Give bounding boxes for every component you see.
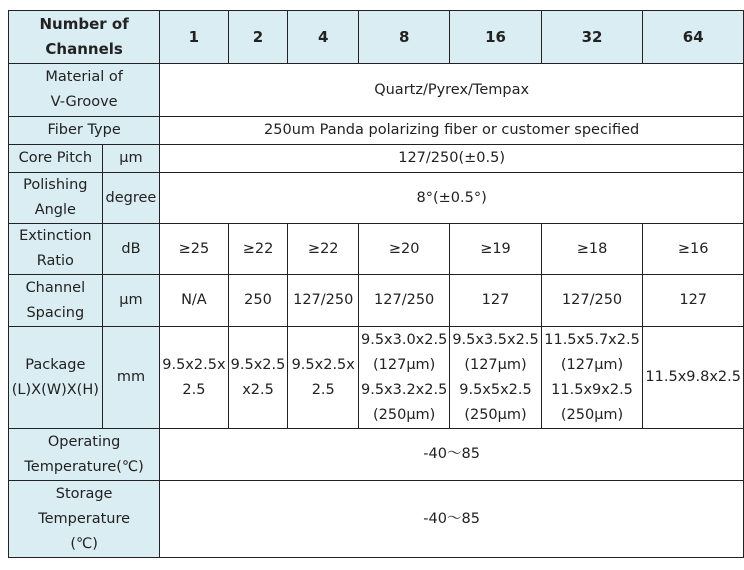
channel-spacing-cell: N/A bbox=[160, 275, 228, 327]
package-line: 11.5x5.7x2.5 bbox=[544, 331, 640, 348]
channel-spacing-cell: 127/250 bbox=[358, 275, 449, 327]
package-line: 11.5x9.8x2.5 bbox=[645, 369, 741, 385]
label-extinction-ratio-line-1: Extinction bbox=[19, 228, 92, 244]
row-extinction-ratio bbox=[9, 224, 744, 275]
package-line: (127μm) bbox=[372, 356, 436, 373]
label-material bbox=[9, 64, 160, 117]
label-operating-temperature bbox=[9, 429, 160, 481]
package-line: 9.5x5x2.5 bbox=[459, 381, 532, 398]
header-number-of-channels bbox=[9, 11, 160, 64]
extinction-ratio-cell: ≥20 bbox=[358, 224, 449, 275]
row-fiber-type bbox=[9, 117, 744, 145]
label-channel-spacing-line-2: Spacing bbox=[26, 304, 85, 321]
package-cell bbox=[643, 327, 744, 429]
extinction-ratio-cell: ≥22 bbox=[288, 224, 359, 275]
package-line: 11.5x9x2.5 bbox=[551, 381, 633, 398]
value-operating-temperature: -40～85 bbox=[160, 429, 744, 481]
label-operating-temperature-line-2: Temperature(℃) bbox=[24, 458, 144, 475]
package-cell bbox=[160, 327, 228, 429]
extinction-ratio-cell: ≥19 bbox=[450, 224, 541, 275]
package-line: 9.5x2.5x bbox=[291, 356, 355, 373]
unit-polishing-angle: degree bbox=[102, 173, 160, 224]
channel-spacing-cell: 127 bbox=[643, 275, 744, 327]
channel-spacing-cell: 127 bbox=[450, 275, 541, 327]
extinction-ratio-cell: ≥25 bbox=[160, 224, 228, 275]
header-channel-32: 32 bbox=[541, 11, 643, 64]
label-storage-temperature bbox=[9, 481, 160, 558]
value-core-pitch: 127/250(±0.5) bbox=[160, 145, 744, 173]
package-line: x2.5 bbox=[242, 381, 274, 398]
label-polishing-angle bbox=[9, 173, 103, 224]
header-channel-16: 16 bbox=[450, 11, 541, 64]
package-cell bbox=[450, 327, 541, 429]
label-core-pitch: Core Pitch bbox=[9, 145, 103, 173]
header-channel-8: 8 bbox=[358, 11, 449, 64]
package-cell bbox=[358, 327, 449, 429]
extinction-ratio-cell: ≥22 bbox=[228, 224, 288, 275]
header-row bbox=[9, 11, 744, 64]
label-material-line-2: V-Groove bbox=[50, 94, 118, 110]
header-number-of-channels-line-1: Number of bbox=[39, 15, 129, 33]
spec-table bbox=[8, 10, 744, 558]
row-channel-spacing bbox=[9, 275, 744, 327]
extinction-ratio-cell: ≥18 bbox=[541, 224, 643, 275]
package-line: 9.5x3.0x2.5 bbox=[360, 331, 448, 348]
value-fiber-type: 250um Panda polarizing fiber or customer specified bbox=[160, 117, 744, 145]
row-polishing-angle bbox=[9, 173, 744, 224]
extinction-ratio-cell: ≥16 bbox=[643, 224, 744, 275]
label-storage-temperature-line-2: Temperature bbox=[38, 510, 131, 527]
package-line: 9.5x2.5x bbox=[162, 356, 226, 373]
package-cell bbox=[228, 327, 288, 429]
channel-spacing-cell: 127/250 bbox=[288, 275, 359, 327]
package-line: 9.5x3.5x2.5 bbox=[452, 331, 539, 348]
label-package-line-1: Package bbox=[25, 356, 86, 373]
header-channel-64: 64 bbox=[643, 11, 744, 64]
package-line: (127μm) bbox=[464, 356, 527, 373]
label-package-line-2: (L)X(W)X(H) bbox=[11, 381, 99, 398]
row-package bbox=[9, 327, 744, 429]
package-cell bbox=[288, 327, 359, 429]
label-polishing-angle-line-2: Angle bbox=[34, 202, 76, 218]
value-material: Quartz/Pyrex/Tempax bbox=[160, 64, 744, 117]
label-extinction-ratio-line-2: Ratio bbox=[36, 253, 74, 269]
header-channel-2: 2 bbox=[228, 11, 288, 64]
package-line: (250μm) bbox=[560, 406, 624, 423]
label-polishing-angle-line-1: Polishing bbox=[23, 177, 88, 193]
value-storage-temperature: -40～85 bbox=[160, 481, 744, 558]
label-fiber-type: Fiber Type bbox=[9, 117, 160, 145]
unit-extinction-ratio: dB bbox=[102, 224, 160, 275]
unit-core-pitch: μm bbox=[102, 145, 160, 173]
row-operating-temperature bbox=[9, 429, 744, 481]
label-material-line-1: Material of bbox=[45, 69, 123, 85]
row-core-pitch bbox=[9, 145, 744, 173]
label-operating-temperature-line-1: Operating bbox=[47, 433, 121, 450]
package-line: (250μm) bbox=[464, 406, 527, 423]
row-storage-temperature bbox=[9, 481, 744, 558]
row-material bbox=[9, 64, 744, 117]
header-number-of-channels-line-2: Channels bbox=[45, 40, 123, 58]
unit-channel-spacing: μm bbox=[102, 275, 160, 327]
package-line: 9.5x2.5 bbox=[230, 356, 286, 373]
channel-spacing-cell: 250 bbox=[228, 275, 288, 327]
label-storage-temperature-line-3: (℃) bbox=[70, 535, 98, 552]
header-channel-1: 1 bbox=[160, 11, 228, 64]
label-package bbox=[9, 327, 103, 429]
label-channel-spacing-line-1: Channel bbox=[25, 279, 86, 296]
package-cell bbox=[541, 327, 643, 429]
package-line: 2.5 bbox=[182, 381, 206, 398]
channel-spacing-cell: 127/250 bbox=[541, 275, 643, 327]
header-channel-4: 4 bbox=[288, 11, 359, 64]
unit-package: mm bbox=[102, 327, 160, 429]
label-storage-temperature-line-1: Storage bbox=[55, 485, 113, 502]
label-channel-spacing bbox=[9, 275, 103, 327]
value-polishing-angle: 8°(±0.5°) bbox=[160, 173, 744, 224]
label-extinction-ratio bbox=[9, 224, 103, 275]
package-line: (250μm) bbox=[372, 406, 436, 423]
package-line: (127μm) bbox=[560, 356, 624, 373]
package-line: 9.5x3.2x2.5 bbox=[360, 381, 448, 398]
package-line: 2.5 bbox=[311, 381, 335, 398]
